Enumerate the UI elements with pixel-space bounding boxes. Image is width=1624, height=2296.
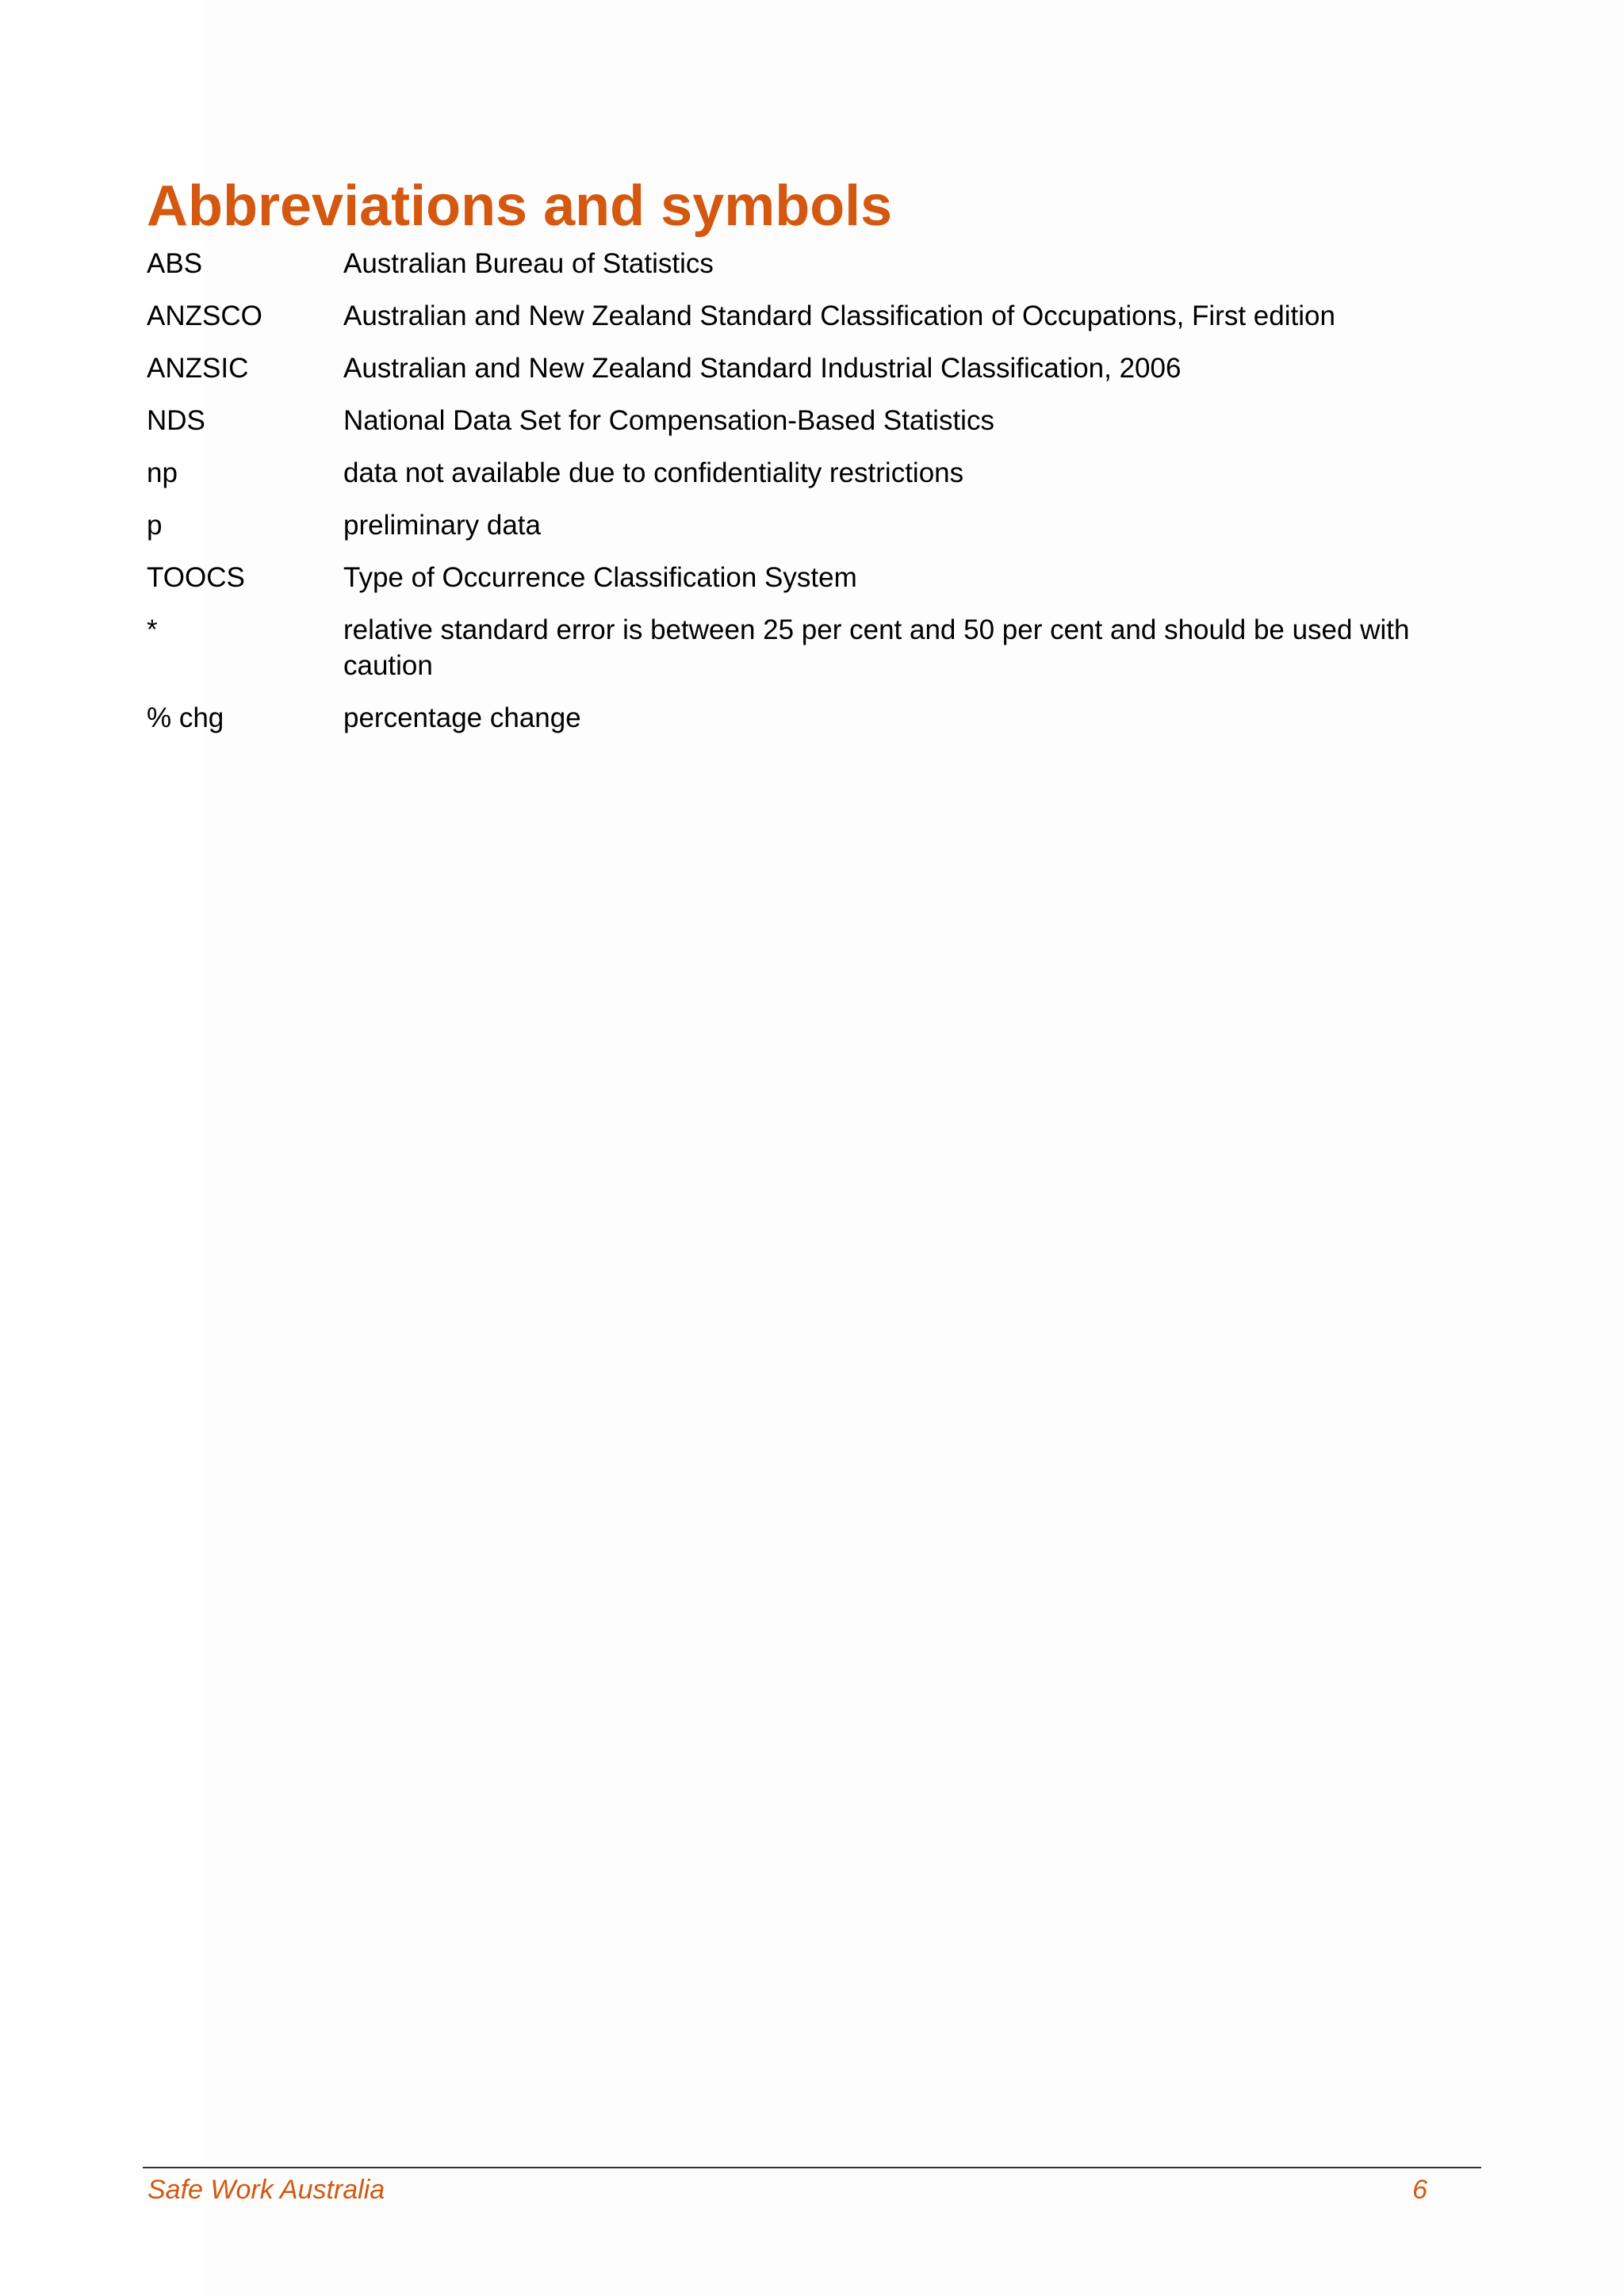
abbreviation-term: * [147,614,158,645]
abbreviation-row [147,350,1447,386]
abbreviation-row [147,298,1447,334]
abbreviation-row [147,455,1447,491]
abbreviation-row [147,246,1447,281]
abbreviation-term: % chg [147,702,224,733]
abbreviation-definition: percentage change [343,702,581,733]
abbreviation-term: ABS [147,248,203,279]
abbreviation-definition: National Data Set for Compensation-Based Statistics [343,405,994,436]
footer-divider [143,2167,1481,2168]
abbreviations-list [147,246,1447,752]
abbreviation-term: NDS [147,405,205,436]
abbreviation-definition: preliminary data [343,510,541,541]
page-number: 6 [1412,2175,1427,2205]
abbreviation-definition: Australian and New Zealand Standard Industrial Classification, 2006 [343,353,1182,384]
abbreviation-term: ANZSCO [147,300,262,331]
abbreviation-row [147,507,1447,543]
abbreviation-definition: relative standard error is between 25 per cent and 50 per cent and should be used with caution [343,614,1410,681]
abbreviation-definition: Type of Occurrence Classification System [343,562,857,593]
abbreviation-row [147,612,1447,683]
abbreviation-row [147,700,1447,736]
abbreviation-definition: Australian and New Zealand Standard Classification of Occupations, First edition [343,300,1335,331]
abbreviation-definition: data not available due to confidentiality restrictions [343,457,964,488]
abbreviation-definition: Australian Bureau of Statistics [343,248,714,279]
abbreviation-term: p [147,510,163,541]
abbreviation-term: TOOCS [147,562,245,593]
abbreviation-term: ANZSIC [147,353,249,384]
page-title: Abbreviations and symbols [147,174,893,238]
abbreviation-term: np [147,457,178,488]
abbreviation-row [147,560,1447,595]
footer-organisation: Safe Work Australia [147,2175,385,2205]
abbreviation-row [147,403,1447,438]
